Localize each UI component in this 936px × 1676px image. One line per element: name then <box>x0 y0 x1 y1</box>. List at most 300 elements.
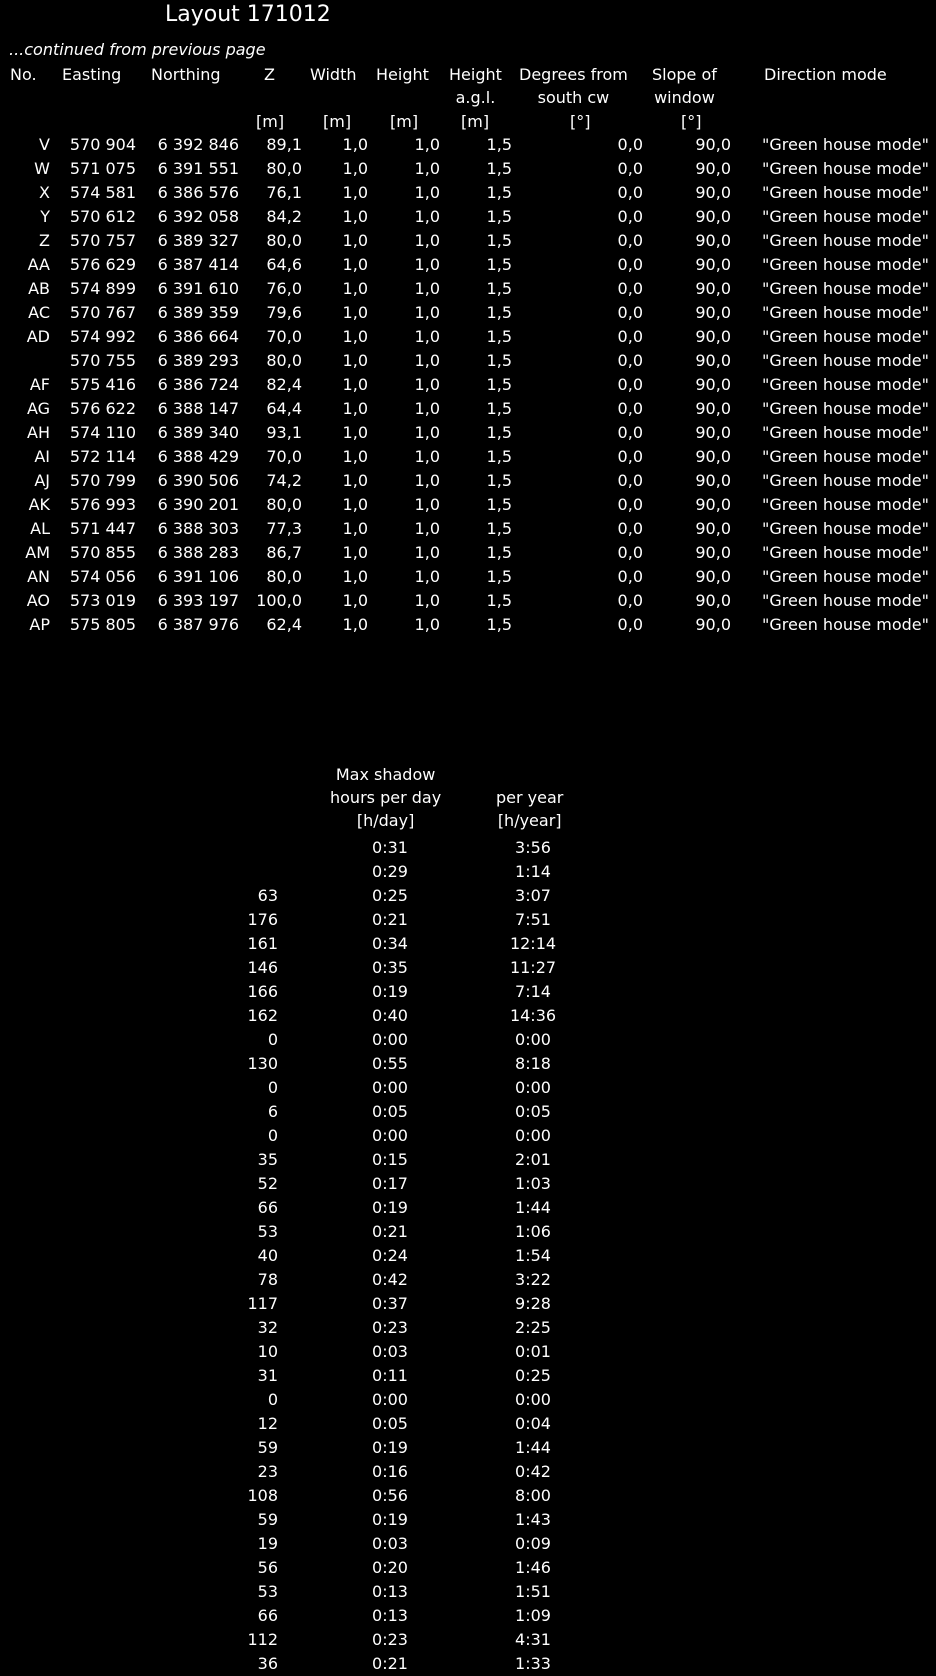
cell-width: 1,0 <box>342 183 368 202</box>
unit-height: [m] <box>390 112 419 131</box>
cell-direction-mode: "Green house mode" <box>762 135 929 154</box>
cell-height-agl: 1,5 <box>486 447 512 466</box>
cell-per-year: 1:06 <box>515 1222 551 1241</box>
cell-northing: 6 389 327 <box>157 231 239 250</box>
cell-value: 66 <box>257 1198 278 1217</box>
cell-value: 53 <box>257 1222 278 1241</box>
cell-northing: 6 386 724 <box>157 375 239 394</box>
cell-value: 36 <box>257 1654 278 1673</box>
cell-northing: 6 390 506 <box>157 471 239 490</box>
cell-easting: 570 855 <box>69 543 136 562</box>
cell-per-year: 1:03 <box>515 1174 551 1193</box>
cell-value: 78 <box>257 1270 278 1289</box>
cell-z: 77,3 <box>266 519 302 538</box>
cell-per-year: 12:14 <box>509 934 557 953</box>
cell-per-year: 14:36 <box>509 1006 557 1025</box>
cell-height: 1,0 <box>414 207 440 226</box>
cell-value: 31 <box>257 1366 278 1385</box>
cell-direction-mode: "Green house mode" <box>762 183 929 202</box>
cell-z: 70,0 <box>266 327 302 346</box>
cell-z: 80,0 <box>266 159 302 178</box>
cell-height-agl: 1,5 <box>486 399 512 418</box>
cell-direction-mode: "Green house mode" <box>762 279 929 298</box>
cell-width: 1,0 <box>342 471 368 490</box>
cell-height-agl: 1,5 <box>486 279 512 298</box>
cell-z: 80,0 <box>266 231 302 250</box>
cell-per-year: 7:14 <box>515 982 551 1001</box>
cell-height-agl: 1,5 <box>486 135 512 154</box>
cell-value: 130 <box>247 1054 278 1073</box>
cell-per-day: 0:23 <box>372 1630 408 1649</box>
cell-value: 6 <box>267 1102 278 1121</box>
cell-northing: 6 388 303 <box>157 519 239 538</box>
cell-width: 1,0 <box>342 279 368 298</box>
cell-height: 1,0 <box>414 543 440 562</box>
cell-easting: 570 767 <box>69 303 136 322</box>
cell-value: 0 <box>267 1390 278 1409</box>
cell-degrees: 0,0 <box>617 351 643 370</box>
cell-width: 1,0 <box>342 375 368 394</box>
cell-width: 1,0 <box>342 399 368 418</box>
header-max-shadow-per-day: Max shadow hours per day [h/day] <box>330 765 442 830</box>
cell-direction-mode: "Green house mode" <box>762 399 929 418</box>
cell-z: 64,6 <box>266 255 302 274</box>
cell-per-year: 0:00 <box>515 1030 551 1049</box>
cell-degrees: 0,0 <box>617 375 643 394</box>
cell-height: 1,0 <box>414 519 440 538</box>
cell-degrees: 0,0 <box>617 159 643 178</box>
cell-slope: 90,0 <box>695 375 731 394</box>
cell-per-day: 0:05 <box>372 1414 408 1433</box>
cell-value: 35 <box>257 1150 278 1169</box>
cell-width: 1,0 <box>342 351 368 370</box>
cell-degrees: 0,0 <box>617 447 643 466</box>
cell-degrees: 0,0 <box>617 207 643 226</box>
cell-per-year: 0:00 <box>515 1390 551 1409</box>
cell-easting: 570 755 <box>69 351 136 370</box>
cell-height-agl: 1,5 <box>486 351 512 370</box>
cell-height-agl: 1,5 <box>486 591 512 610</box>
cell-height-agl: 1,5 <box>486 183 512 202</box>
cell-z: 82,4 <box>266 375 302 394</box>
cell-slope: 90,0 <box>695 135 731 154</box>
cell-value: 0 <box>267 1030 278 1049</box>
cell-northing: 6 386 576 <box>157 183 239 202</box>
cell-value: 161 <box>247 934 278 953</box>
cell-no: AI <box>34 447 50 466</box>
cell-width: 1,0 <box>342 567 368 586</box>
cell-no: V <box>39 135 50 154</box>
cell-value: 10 <box>257 1342 278 1361</box>
cell-width: 1,0 <box>342 615 368 634</box>
cell-width: 1,0 <box>342 495 368 514</box>
cell-per-year: 11:27 <box>509 958 557 977</box>
cell-degrees: 0,0 <box>617 183 643 202</box>
cell-per-day: 0:42 <box>372 1270 408 1289</box>
cell-easting: 570 799 <box>69 471 136 490</box>
cell-degrees: 0,0 <box>617 303 643 322</box>
cell-northing: 6 389 359 <box>157 303 239 322</box>
cell-per-day: 0:35 <box>372 958 408 977</box>
cell-width: 1,0 <box>342 519 368 538</box>
cell-no: AO <box>26 591 50 610</box>
cell-slope: 90,0 <box>695 567 731 586</box>
cell-z: 80,0 <box>266 567 302 586</box>
cell-degrees: 0,0 <box>617 423 643 442</box>
cell-no: AG <box>26 399 50 418</box>
cell-slope: 90,0 <box>695 519 731 538</box>
cell-slope: 90,0 <box>695 591 731 610</box>
cell-per-day: 0:21 <box>372 1654 408 1673</box>
header-width: Width <box>310 65 357 84</box>
cell-per-year: 1:09 <box>515 1606 551 1625</box>
cell-per-day: 0:21 <box>372 1222 408 1241</box>
cell-value: 0 <box>267 1078 278 1097</box>
cell-direction-mode: "Green house mode" <box>762 207 929 226</box>
cell-per-day: 0:34 <box>372 934 408 953</box>
cell-degrees: 0,0 <box>617 471 643 490</box>
cell-per-day: 0:19 <box>372 1438 408 1457</box>
cell-direction-mode: "Green house mode" <box>762 471 929 490</box>
cell-per-year: 0:25 <box>515 1366 551 1385</box>
cell-slope: 90,0 <box>695 207 731 226</box>
cell-per-day: 0:17 <box>372 1174 408 1193</box>
cell-per-year: 1:44 <box>515 1438 551 1457</box>
cell-no: AA <box>27 255 50 274</box>
cell-direction-mode: "Green house mode" <box>762 159 929 178</box>
cell-z: 76,0 <box>266 279 302 298</box>
cell-value: 162 <box>247 1006 278 1025</box>
cell-direction-mode: "Green house mode" <box>762 423 929 442</box>
cell-slope: 90,0 <box>695 423 731 442</box>
cell-northing: 6 391 106 <box>157 567 239 586</box>
cell-no: Y <box>40 207 50 226</box>
header-slope-of-window: Slope of window <box>652 65 717 107</box>
cell-per-day: 0:19 <box>372 1198 408 1217</box>
cell-northing: 6 388 429 <box>157 447 239 466</box>
cell-easting: 574 110 <box>69 423 136 442</box>
cell-no: AJ <box>34 471 50 490</box>
cell-easting: 573 019 <box>69 591 136 610</box>
cell-per-day: 0:16 <box>372 1462 408 1481</box>
cell-degrees: 0,0 <box>617 591 643 610</box>
cell-per-year: 3:22 <box>515 1270 551 1289</box>
cell-value: 176 <box>247 910 278 929</box>
cell-per-year: 0:09 <box>515 1534 551 1553</box>
cell-per-year: 2:25 <box>515 1318 551 1337</box>
cell-per-day: 0:20 <box>372 1558 408 1577</box>
cell-easting: 570 904 <box>69 135 136 154</box>
cell-easting: 572 114 <box>69 447 136 466</box>
cell-easting: 570 612 <box>69 207 136 226</box>
cell-degrees: 0,0 <box>617 135 643 154</box>
cell-height-agl: 1,5 <box>486 207 512 226</box>
cell-height: 1,0 <box>414 183 440 202</box>
cell-easting: 571 075 <box>69 159 136 178</box>
cell-slope: 90,0 <box>695 183 731 202</box>
cell-direction-mode: "Green house mode" <box>762 495 929 514</box>
cell-per-year: 2:01 <box>515 1150 551 1169</box>
header-northing: Northing <box>151 65 221 84</box>
cell-z: 89,1 <box>266 135 302 154</box>
cell-value: 146 <box>247 958 278 977</box>
cell-direction-mode: "Green house mode" <box>762 591 929 610</box>
cell-per-day: 0:23 <box>372 1318 408 1337</box>
cell-slope: 90,0 <box>695 279 731 298</box>
cell-direction-mode: "Green house mode" <box>762 447 929 466</box>
cell-northing: 6 390 201 <box>157 495 239 514</box>
cell-value: 63 <box>257 886 278 905</box>
cell-degrees: 0,0 <box>617 615 643 634</box>
cell-per-year: 0:05 <box>515 1102 551 1121</box>
cell-z: 79,6 <box>266 303 302 322</box>
cell-per-day: 0:11 <box>372 1366 408 1385</box>
cell-no: AF <box>29 375 50 394</box>
cell-height-agl: 1,5 <box>486 375 512 394</box>
continuation-note: ...continued from previous page <box>9 40 266 59</box>
cell-degrees: 0,0 <box>617 495 643 514</box>
cell-northing: 6 391 610 <box>157 279 239 298</box>
cell-value: 56 <box>257 1558 278 1577</box>
cell-no: AC <box>28 303 50 322</box>
cell-z: 80,0 <box>266 351 302 370</box>
cell-height-agl: 1,5 <box>486 303 512 322</box>
cell-slope: 90,0 <box>695 399 731 418</box>
cell-easting: 576 629 <box>69 255 136 274</box>
cell-width: 1,0 <box>342 255 368 274</box>
cell-per-year: 1:14 <box>515 862 551 881</box>
unit-z: [m] <box>256 112 285 131</box>
cell-z: 80,0 <box>266 495 302 514</box>
cell-width: 1,0 <box>342 423 368 442</box>
cell-value: 117 <box>247 1294 278 1313</box>
cell-slope: 90,0 <box>695 327 731 346</box>
cell-direction-mode: "Green house mode" <box>762 543 929 562</box>
cell-height-agl: 1,5 <box>486 255 512 274</box>
cell-slope: 90,0 <box>695 495 731 514</box>
cell-per-year: 1:43 <box>515 1510 551 1529</box>
cell-per-day: 0:29 <box>372 862 408 881</box>
cell-per-day: 0:56 <box>372 1486 408 1505</box>
header-degrees-from-south: Degrees from south cw <box>519 65 628 107</box>
cell-per-year: 0:01 <box>515 1342 551 1361</box>
cell-width: 1,0 <box>342 591 368 610</box>
cell-height: 1,0 <box>414 231 440 250</box>
cell-height: 1,0 <box>414 495 440 514</box>
cell-width: 1,0 <box>342 447 368 466</box>
header-height-agl: Height a.g.l. <box>449 65 502 107</box>
header-z: Z <box>264 65 275 84</box>
cell-height-agl: 1,5 <box>486 615 512 634</box>
cell-no: Z <box>39 231 50 250</box>
cell-no: AP <box>29 615 50 634</box>
cell-height-agl: 1,5 <box>486 327 512 346</box>
cell-no: X <box>39 183 50 202</box>
cell-direction-mode: "Green house mode" <box>762 519 929 538</box>
cell-height-agl: 1,5 <box>486 423 512 442</box>
cell-direction-mode: "Green house mode" <box>762 303 929 322</box>
cell-no: AN <box>27 567 50 586</box>
cell-value: 59 <box>257 1438 278 1457</box>
cell-easting: 571 447 <box>69 519 136 538</box>
cell-slope: 90,0 <box>695 231 731 250</box>
cell-degrees: 0,0 <box>617 231 643 250</box>
unit-degrees: [°] <box>570 112 591 131</box>
cell-easting: 576 993 <box>69 495 136 514</box>
cell-easting: 574 899 <box>69 279 136 298</box>
cell-z: 93,1 <box>266 423 302 442</box>
header-per-year: per year [h/year] <box>496 788 564 830</box>
cell-per-year: 1:54 <box>515 1246 551 1265</box>
cell-direction-mode: "Green house mode" <box>762 375 929 394</box>
cell-direction-mode: "Green house mode" <box>762 255 929 274</box>
cell-width: 1,0 <box>342 327 368 346</box>
cell-z: 100,0 <box>256 591 302 610</box>
cell-width: 1,0 <box>342 543 368 562</box>
cell-northing: 6 387 414 <box>157 255 239 274</box>
cell-no: AD <box>26 327 50 346</box>
cell-height: 1,0 <box>414 615 440 634</box>
cell-per-year: 0:00 <box>515 1078 551 1097</box>
cell-height: 1,0 <box>414 423 440 442</box>
cell-direction-mode: "Green house mode" <box>762 327 929 346</box>
cell-value: 32 <box>257 1318 278 1337</box>
header-easting: Easting <box>62 65 122 84</box>
header-no: No. <box>10 65 37 84</box>
cell-per-day: 0:21 <box>372 910 408 929</box>
cell-height: 1,0 <box>414 255 440 274</box>
cell-per-year: 1:51 <box>515 1582 551 1601</box>
cell-per-day: 0:00 <box>372 1390 408 1409</box>
cell-northing: 6 389 340 <box>157 423 239 442</box>
cell-height: 1,0 <box>414 471 440 490</box>
cell-degrees: 0,0 <box>617 543 643 562</box>
cell-per-day: 0:40 <box>372 1006 408 1025</box>
cell-per-year: 4:31 <box>515 1630 551 1649</box>
cell-easting: 574 581 <box>69 183 136 202</box>
cell-northing: 6 392 058 <box>157 207 239 226</box>
cell-northing: 6 393 197 <box>157 591 239 610</box>
cell-value: 66 <box>257 1606 278 1625</box>
cell-direction-mode: "Green house mode" <box>762 567 929 586</box>
cell-easting: 574 992 <box>69 327 136 346</box>
cell-slope: 90,0 <box>695 471 731 490</box>
cell-degrees: 0,0 <box>617 327 643 346</box>
cell-per-day: 0:19 <box>372 1510 408 1529</box>
cell-per-day: 0:55 <box>372 1054 408 1073</box>
cell-per-day: 0:03 <box>372 1534 408 1553</box>
cell-z: 86,7 <box>266 543 302 562</box>
cell-per-day: 0:19 <box>372 982 408 1001</box>
cell-height: 1,0 <box>414 399 440 418</box>
cell-width: 1,0 <box>342 159 368 178</box>
cell-easting: 575 416 <box>69 375 136 394</box>
cell-height-agl: 1,5 <box>486 159 512 178</box>
cell-per-day: 0:00 <box>372 1030 408 1049</box>
cell-degrees: 0,0 <box>617 519 643 538</box>
cell-northing: 6 387 976 <box>157 615 239 634</box>
cell-value: 112 <box>247 1630 278 1649</box>
cell-slope: 90,0 <box>695 303 731 322</box>
cell-width: 1,0 <box>342 207 368 226</box>
cell-per-day: 0:05 <box>372 1102 408 1121</box>
cell-northing: 6 388 147 <box>157 399 239 418</box>
header-height: Height <box>376 65 429 84</box>
cell-height-agl: 1,5 <box>486 519 512 538</box>
cell-width: 1,0 <box>342 303 368 322</box>
cell-width: 1,0 <box>342 135 368 154</box>
cell-easting: 575 805 <box>69 615 136 634</box>
cell-per-year: 8:18 <box>515 1054 551 1073</box>
cell-value: 40 <box>257 1246 278 1265</box>
cell-per-day: 0:25 <box>372 886 408 905</box>
cell-height: 1,0 <box>414 447 440 466</box>
cell-per-year: 8:00 <box>515 1486 551 1505</box>
cell-per-year: 3:56 <box>515 838 551 857</box>
cell-direction-mode: "Green house mode" <box>762 351 929 370</box>
cell-height: 1,0 <box>414 159 440 178</box>
cell-height: 1,0 <box>414 279 440 298</box>
cell-no: AL <box>30 519 50 538</box>
cell-value: 52 <box>257 1174 278 1193</box>
cell-northing: 6 391 551 <box>157 159 239 178</box>
cell-easting: 574 056 <box>69 567 136 586</box>
cell-value: 23 <box>257 1462 278 1481</box>
cell-slope: 90,0 <box>695 615 731 634</box>
cell-northing: 6 392 846 <box>157 135 239 154</box>
cell-slope: 90,0 <box>695 447 731 466</box>
cell-z: 76,1 <box>266 183 302 202</box>
cell-slope: 90,0 <box>695 543 731 562</box>
cell-per-day: 0:00 <box>372 1078 408 1097</box>
cell-direction-mode: "Green house mode" <box>762 231 929 250</box>
cell-height: 1,0 <box>414 327 440 346</box>
cell-per-year: 0:00 <box>515 1126 551 1145</box>
cell-degrees: 0,0 <box>617 399 643 418</box>
cell-per-year: 1:44 <box>515 1198 551 1217</box>
cell-per-year: 0:42 <box>515 1462 551 1481</box>
cell-northing: 6 386 664 <box>157 327 239 346</box>
cell-per-day: 0:03 <box>372 1342 408 1361</box>
cell-per-day: 0:13 <box>372 1582 408 1601</box>
cell-degrees: 0,0 <box>617 567 643 586</box>
cell-height-agl: 1,5 <box>486 495 512 514</box>
unit-slope: [°] <box>681 112 702 131</box>
cell-easting: 576 622 <box>69 399 136 418</box>
cell-value: 166 <box>247 982 278 1001</box>
cell-height-agl: 1,5 <box>486 567 512 586</box>
cell-per-year: 3:07 <box>515 886 551 905</box>
cell-slope: 90,0 <box>695 351 731 370</box>
cell-per-day: 0:31 <box>372 838 408 857</box>
cell-slope: 90,0 <box>695 159 731 178</box>
cell-z: 70,0 <box>266 447 302 466</box>
cell-height-agl: 1,5 <box>486 231 512 250</box>
cell-per-year: 1:33 <box>515 1654 551 1673</box>
cell-z: 62,4 <box>266 615 302 634</box>
cell-northing: 6 388 283 <box>157 543 239 562</box>
cell-height: 1,0 <box>414 567 440 586</box>
cell-z: 74,2 <box>266 471 302 490</box>
cell-per-year: 7:51 <box>515 910 551 929</box>
cell-height: 1,0 <box>414 303 440 322</box>
cell-easting: 570 757 <box>69 231 136 250</box>
cell-value: 53 <box>257 1582 278 1601</box>
cell-no: W <box>34 159 50 178</box>
cell-z: 84,2 <box>266 207 302 226</box>
cell-per-day: 0:13 <box>372 1606 408 1625</box>
cell-slope: 90,0 <box>695 255 731 274</box>
